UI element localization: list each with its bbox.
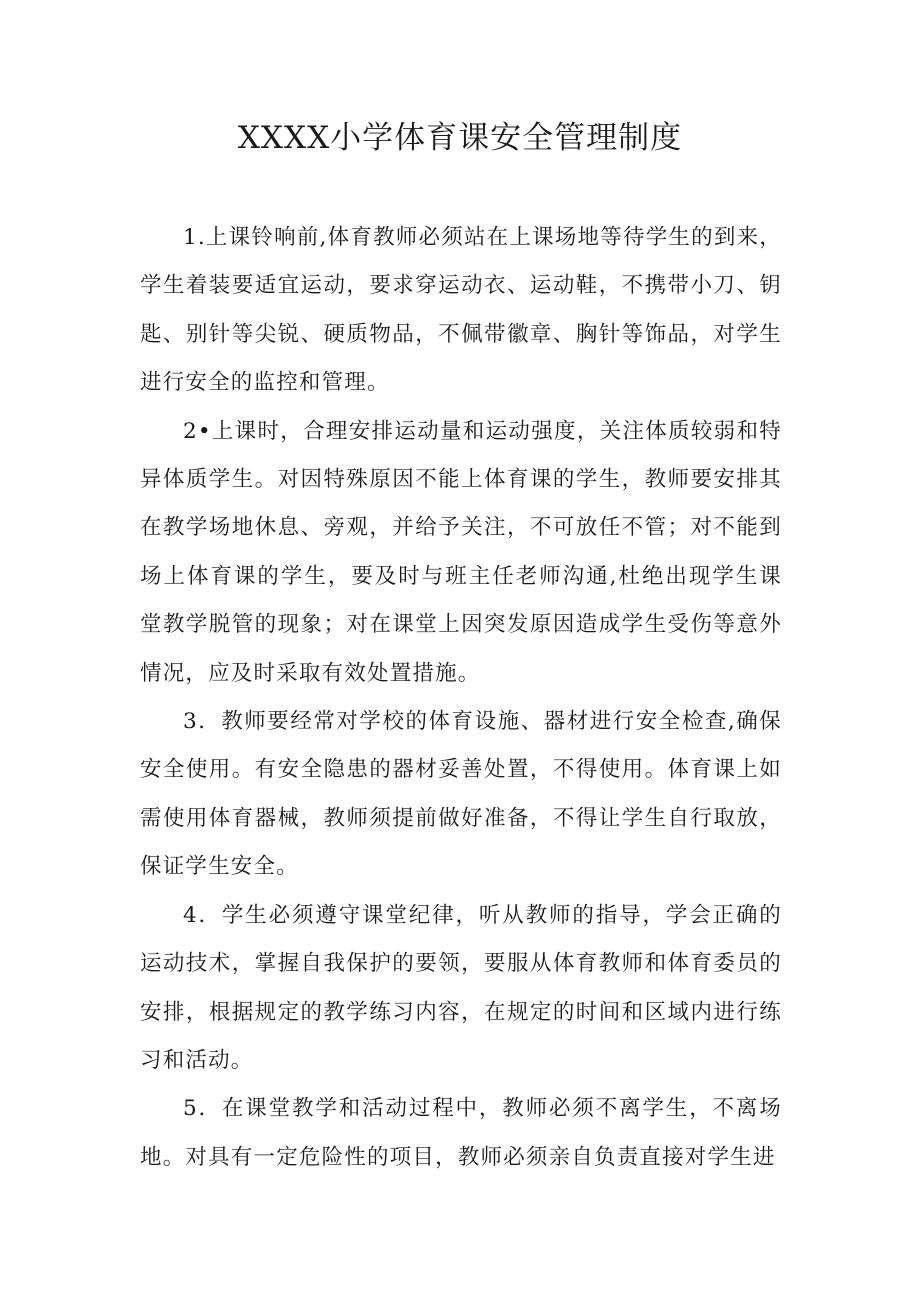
paragraph-3: 3．教师要经常对学校的体育设施、器材进行安全检查,确保安全使用。有安全隐患的器材妥善处置，不得使用。体育课上如需使用体育器械，教师须提前做好准备，不得让学生自行取放，保证学生安全。 xyxy=(140,709,782,880)
document-title: XXXX小学体育课安全管理制度 xyxy=(237,120,683,156)
paragraph-2: 2•上课时，合理安排运动量和运动强度，关注体质较弱和特异体质学生。对因特殊原因不能上体育课的学生，教师要安排其在教学场地休息、旁观，并给予关注，不可放任不管；对不能到场上体育课的学生，要及时与班主任老师沟通,杜绝出现学生课堂教学脱管的现象；对在课堂上因突发原因造成学生受伤等意外情况，应及时采取有效处置措施。 xyxy=(140,418,782,686)
paragraph-4: 4．学生必须遵守课堂纪律，听从教师的指导，学会正确的运动技术，掌握自我保护的要领，要服从体育教师和体育委员的安排，根据规定的教学练习内容，在规定的时间和区域内进行练习和活动。 xyxy=(140,902,782,1073)
paragraph-5: 5．在课堂教学和活动过程中，教师必须不离学生，不离场地。对具有一定危险性的项目，教师必须亲自负责直接对学生进 xyxy=(140,1096,782,1170)
document-body xyxy=(140,214,782,1182)
paragraph-1: 1.上课铃响前,体育教师必须站在上课场地等待学生的到来，学生着装要适宜运动，要求穿运动衣、运动鞋，不携带小刀、钥匙、别针等尖锐、硬质物品，不佩带徽章、胸针等饰品，对学生进行安全的监控和管理。 xyxy=(140,225,782,396)
